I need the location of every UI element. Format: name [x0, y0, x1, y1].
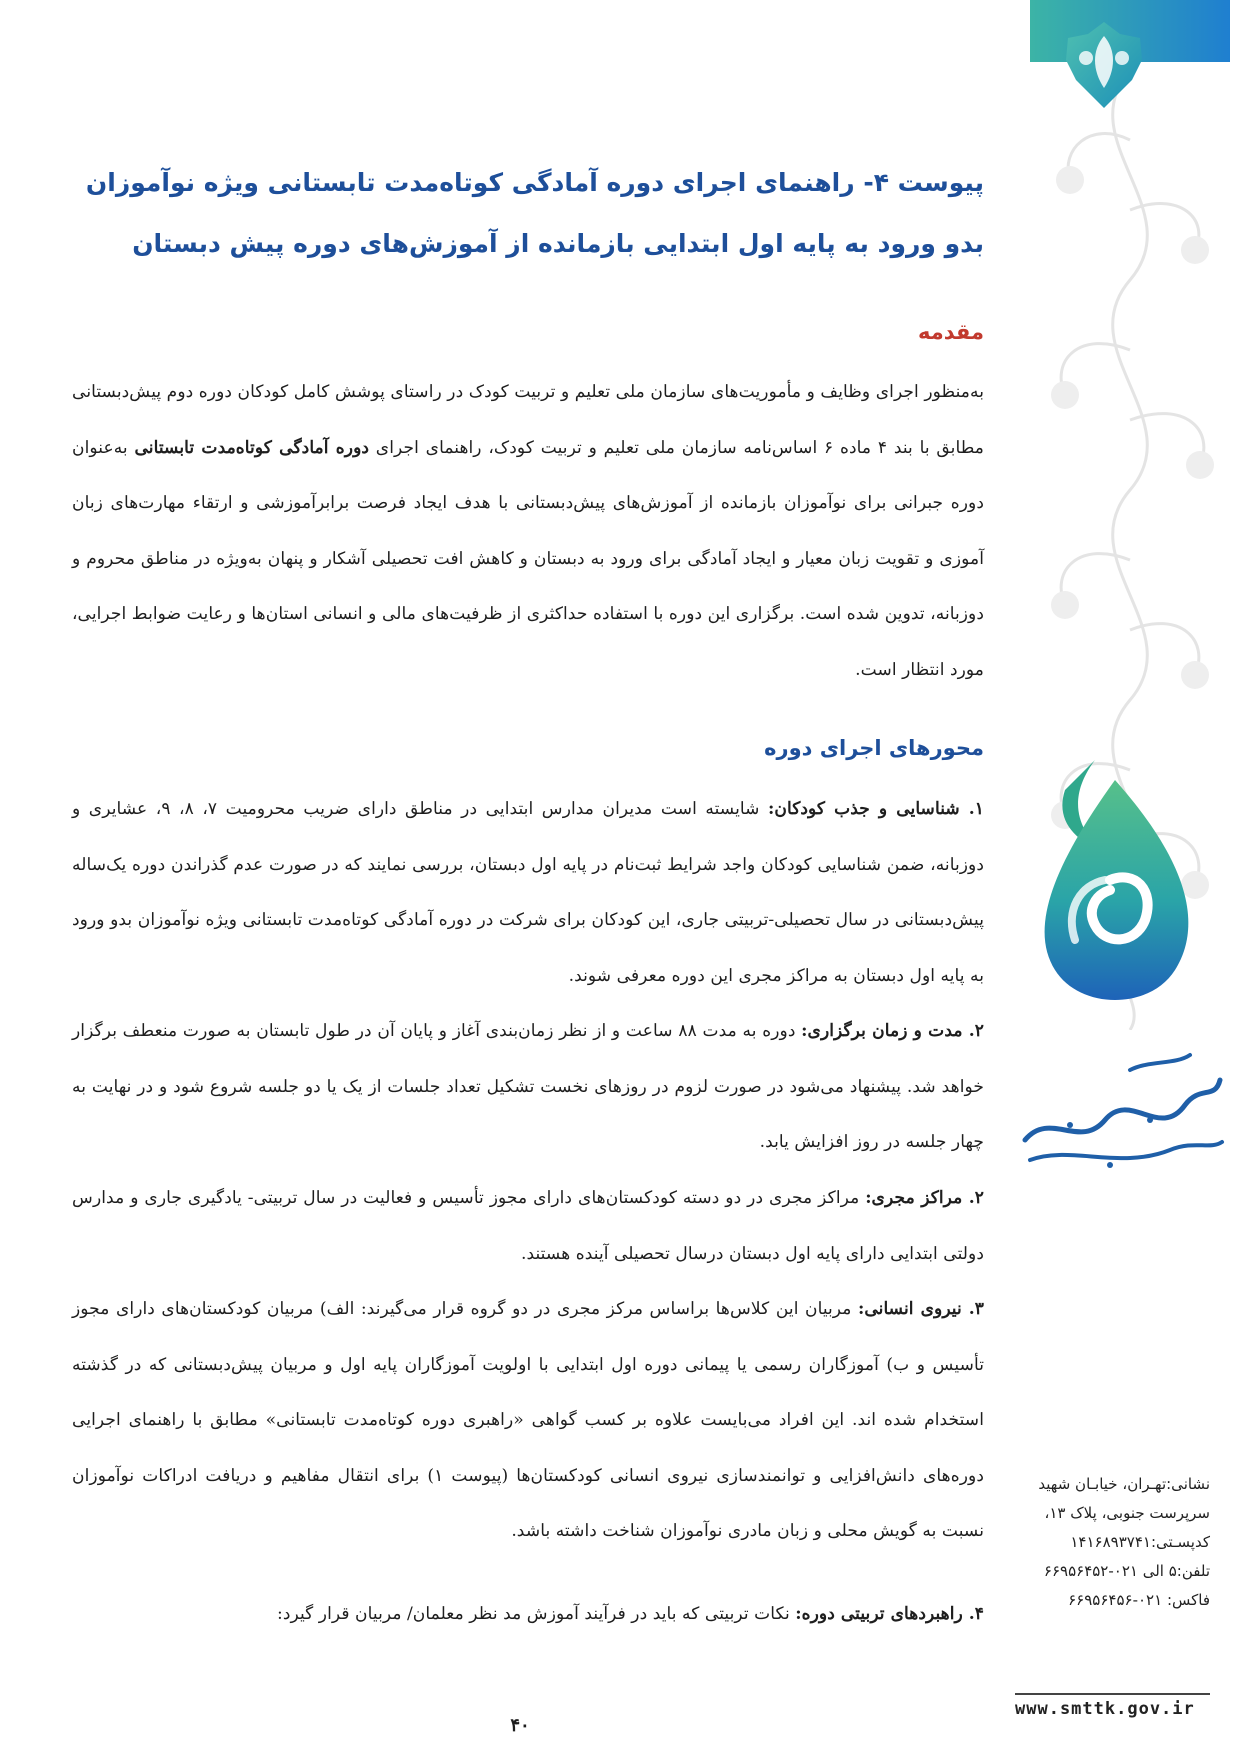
item-number: ۳.: [961, 1299, 985, 1319]
item-text: دوره به مدت ۸۸ ساعت و از نظر زمان‌بندی آغاز و پایان آن در طول تابستان به صورت منعطف برگزار خواهد شد. پیشنهاد می‌شود در صورت لزوم در روزهای نخست تشکیل تعداد جلسات از یک یا دو جلسه شروع شود و در نهایت به چهار جلسه در روز افزایش یابد.: [72, 1021, 984, 1152]
intro-text-a: به‌منظور اجرای وظایف و مأموریت‌های سازمان ملی تعلیم و تربیت کودک در راستای پوشش کامل کودکان دوره دوم پیش‌دبستانی مطابق با بند ۴ ماده ۶ اساس‌نامه سازمان ملی تعلیم و تربیت کودک، راهنمای اجرای: [72, 382, 985, 458]
item-label: مراکز مجری:: [865, 1188, 963, 1208]
axis-item-strategies: [72, 1587, 984, 1643]
calligraphy-mark: [1010, 1050, 1230, 1190]
item-number: ۲.: [962, 1188, 984, 1208]
page-number: ۴۰: [510, 1715, 530, 1736]
phone: تلفن:۵ الی ۰۲۱-۶۶۹۵۶۴۵۲: [1043, 1562, 1210, 1580]
postal-code: کدپسـتی:۱۴۱۶۸۹۳۷۴۱: [1070, 1533, 1210, 1551]
item-label: نیروی انسانی:: [857, 1299, 962, 1319]
rosette-emblem-icon: [1062, 20, 1146, 110]
axis-item-identification: [72, 782, 984, 1004]
intro-paragraph: [72, 365, 984, 698]
item-number: ۴.: [962, 1604, 984, 1624]
item-text: مربیان این کلاس‌ها براساس مرکز مجری در دو گروه قرار می‌گیرند: الف) مربیان کودکستان‌های دارای مجوز تأسیس و ب) آموزگاران رسمی یا پیمانی دوره اول ابتدایی با اولویت آموزگاران پایه اول و مربیان پیش‌دبستانی که در گذشته استخدام شده اند. این افراد می‌بایست علاوه بر کسب گواهی «راهبری دوره کوتاه‌مدت تابستانی» مطابق با راهنمای اجرایی دوره‌های دانش‌افزایی و توانمندسازی نیروی انسانی کودکستان‌ها (پیوست ۱) برای انتقال مفاهیم و دریافت ادراکات نوآموزان نسبت به گویش محلی و زبان مادری نوآموزان شناخت داشته باشد.: [72, 1299, 984, 1541]
contact-info: [1015, 1470, 1210, 1615]
axis-item-staff: [72, 1282, 984, 1560]
website-link[interactable]: www.smttk.gov.ir: [1015, 1693, 1210, 1719]
item-text: نکات تربیتی که باید در فرآیند آموزش مد نظر معلمان/ مربیان قرار گیرد:: [277, 1604, 796, 1624]
axis-item-duration: [72, 1004, 984, 1171]
item-text: شایسته است مدیران مدارس ابتدایی در مناطق دارای ضریب محرومیت ۷، ۸، ۹، عشایری و دوزبانه، ضمن شناسایی کودکان واجد شرایط ثبت‌نام در پایه اول دبستان، بررسی نمایند که در صورت عدم گذراندن دوره یک‌ساله پیش‌دبستانی در سال تحصیلی-تربیتی جاری، این کودکان برای شرکت در دوره آمادگی کوتاه‌مدت تابستانی ویژه نوآموزان بدو ورود به پایه اول دبستان به مراکز مجری این دوره معرفی شوند.: [72, 799, 984, 986]
axes-heading: محورهای اجرای دوره: [764, 736, 984, 760]
water-drop-logo: [1025, 760, 1205, 1010]
address-line: نشانی:تهـران، خیابـان شهید: [1038, 1475, 1210, 1493]
fax: فاکس: ۰۲۱-۶۶۹۵۶۴۵۶: [1068, 1591, 1210, 1609]
intro-text-b: به‌عنوان دوره جبرانی برای نوآموزان بازمانده از آموزش‌های پیش‌دبستانی با هدف ایجاد فرصت برابرآموزشی و ارتقاء مهارت‌های زبان آموزی و تقویت زبان معیار و ایجاد آمادگی برای ورود به دبستان و کاهش افت تحصیلی آشکار و پنهان به‌ویژه در مناطق محروم و دوزبانه، تدوین شده است. برگزاری این دوره با استفاده حداکثری از ظرفیت‌های مالی و انسانی استان‌ها و رعایت ضوابط اجرایی، مورد انتظار است.: [72, 437, 984, 680]
organization-calligraphy-logo: [1010, 1050, 1230, 1190]
page-title: پیوست ۴- راهنمای اجرای دوره آمادگی کوتاه‌مدت تابستانی ویژه نوآموزان بدو ورود به پایه اول ابتدایی بازمانده از آموزش‌های دوره پیش دبستان: [85, 168, 984, 258]
intro-heading: مقدمه: [918, 320, 984, 344]
address-line: سرپرست جنوبی، پلاک ۱۳،: [1044, 1504, 1210, 1522]
axis-item-centers: [72, 1171, 984, 1282]
item-label: شناسایی و جذب کودکان:: [768, 799, 960, 819]
item-number: ۲.: [962, 1021, 984, 1041]
item-label: راهبردهای تربیتی دوره:: [795, 1604, 963, 1624]
item-label: مدت و زمان برگزاری:: [801, 1021, 963, 1041]
item-number: ۱.: [959, 799, 984, 819]
item-text: مراکز مجری در دو دسته کودکستان‌های دارای مجوز تأسیس و فعالیت در سال تربیتی- یادگیری جاری و مدارس دولتی ابتدایی دارای پایه اول دبستان درسال تحصیلی آینده هستند.: [72, 1188, 984, 1264]
intro-text-bold: دوره آمادگی کوتاه‌مدت تابستانی: [134, 437, 370, 458]
